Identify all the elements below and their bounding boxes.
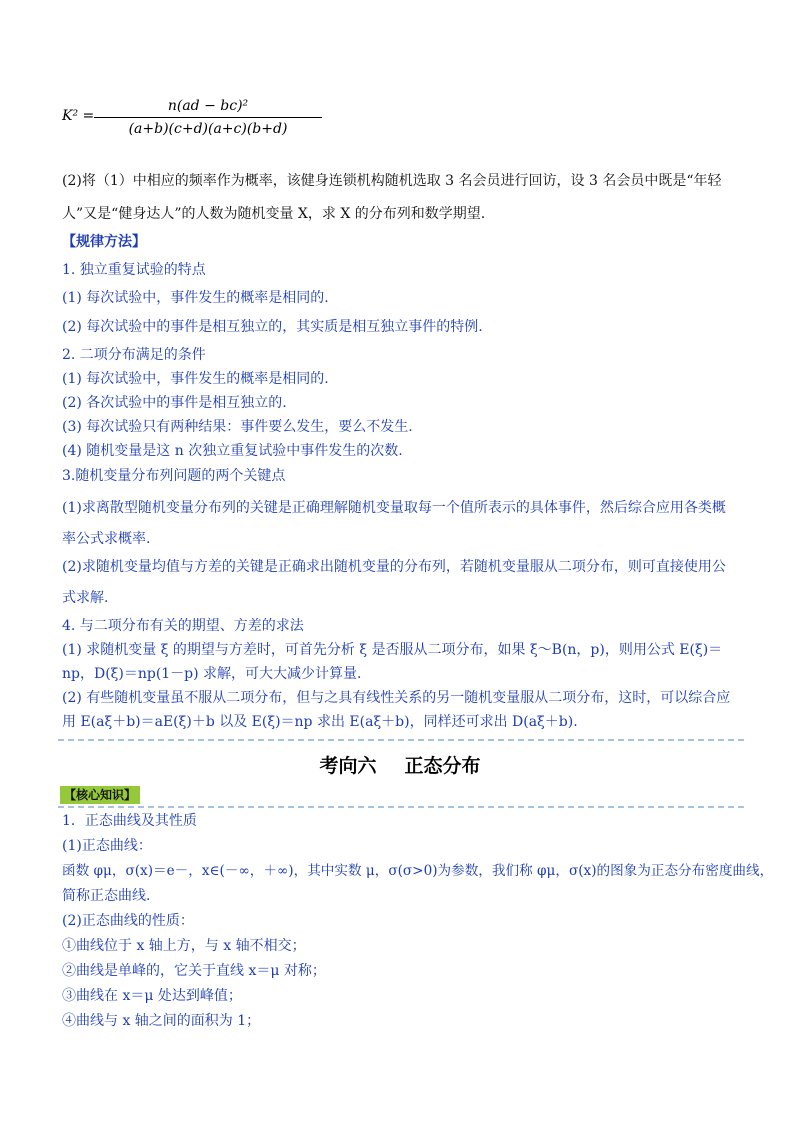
s3-item-1a: (1)求离散型随机变量分布列的关键是正确理解随机变量取每一个值所表示的具体事件，然后综合应用各类概 — [62, 500, 726, 516]
s4-title: 4. 与二项分布有关的期望、方差的求法 — [62, 618, 304, 634]
core-knowledge-rule — [58, 806, 744, 808]
section-title — [0, 751, 800, 778]
property-3: ③曲线在 x＝μ 处达到峰值； — [62, 988, 242, 1004]
s1-item-1: (1) 每次试验中，事件发生的概率是相同的. — [62, 290, 329, 306]
s2-item-2: (2) 各次试验中的事件是相互独立的. — [62, 395, 287, 411]
section-name: 正态分布 — [404, 755, 481, 777]
s2-item-1: (1) 每次试验中，事件发生的概率是相同的. — [62, 371, 329, 387]
formula-lhs: K² = — [62, 108, 95, 124]
core-knowledge-tag: 【核心知识】 — [60, 786, 140, 804]
s2-item-3: (3) 每次试验只有两种结果：事件要么发生，要么不发生. — [62, 419, 413, 435]
s3-item-1b: 率公式求概率. — [62, 531, 151, 547]
s4-item-2b: 用 E(aξ＋b)＝aE(ξ)＋b 以及 E(ξ)＝np 求出 E(aξ＋b)，同样还可求出 D(aξ＋b). — [62, 714, 578, 730]
section-divider — [58, 739, 744, 741]
core-line-2: (1)正态曲线： — [62, 838, 152, 854]
s3-title: 3.随机变量分布列问题的两个关键点 — [62, 468, 286, 484]
property-4: ④曲线与 x 轴之间的面积为 1； — [62, 1013, 261, 1029]
section-label: 考向六 — [319, 755, 377, 777]
core-line-3: 函数 φμ，σ(x)＝e－，x∈(－∞，＋∞)，其中实数 μ，σ(σ>0)为参数，我们称 φμ，σ(x)的图象为正态分布密度曲线， — [62, 863, 774, 879]
core-line-4: 简称正态曲线. — [62, 888, 151, 904]
property-2: ②曲线是单峰的，它关于直线 x＝μ 对称； — [62, 963, 326, 979]
s1-item-2: (2) 每次试验中的事件是相互独立的，其实质是相互独立事件的特例. — [62, 319, 483, 335]
s3-item-2b: 式求解. — [62, 590, 109, 606]
question-line-1: (2)将（1）中相应的频率作为概率，该健身连锁机构随机选取 3 名会员进行回访，设 3 名会员中既是“年轻 — [62, 173, 722, 189]
property-1: ①曲线位于 x 轴上方，与 x 轴不相交； — [62, 938, 306, 954]
fraction-bar — [94, 117, 322, 118]
formula-numerator: n(ad − bc)² — [167, 98, 249, 114]
s4-item-1b: np，D(ξ)＝np(1－p) 求解，可大大减少计算量. — [62, 666, 362, 682]
s2-title: 2. 二项分布满足的条件 — [62, 347, 206, 363]
s4-item-2a: (2) 有些随机变量虽不服从二项分布，但与之具有线性关系的另一随机变量服从二项分布，这时，可以综合应 — [62, 690, 731, 706]
s2-item-4: (4) 随机变量是这 n 次独立重复试验中事件发生的次数. — [62, 443, 403, 459]
formula-denominator: (a+b)(c+d)(a+c)(b+d) — [128, 121, 288, 137]
method-heading: 【规律方法】 — [62, 234, 146, 250]
formula-fraction — [94, 96, 322, 139]
s3-item-2a: (2)求随机变量均值与方差的关键是正确求出随机变量的分布列，若随机变量服从二项分布，则可直接使用公 — [62, 559, 726, 575]
core-line-5: (2)正态曲线的性质： — [62, 913, 194, 929]
core-line-1: 1．正态曲线及其性质 — [62, 813, 197, 829]
s1-title: 1. 独立重复试验的特点 — [62, 262, 206, 278]
s4-item-1a: (1) 求随机变量 ξ 的期望与方差时，可首先分析 ξ 是否服从二项分布，如果 ξ～B(n，p)，则用公式 E(ξ)＝ — [62, 642, 723, 658]
question-line-2: 人”又是“健身达人”的人数为随机变量 X，求 X 的分布列和数学期望. — [62, 206, 486, 222]
